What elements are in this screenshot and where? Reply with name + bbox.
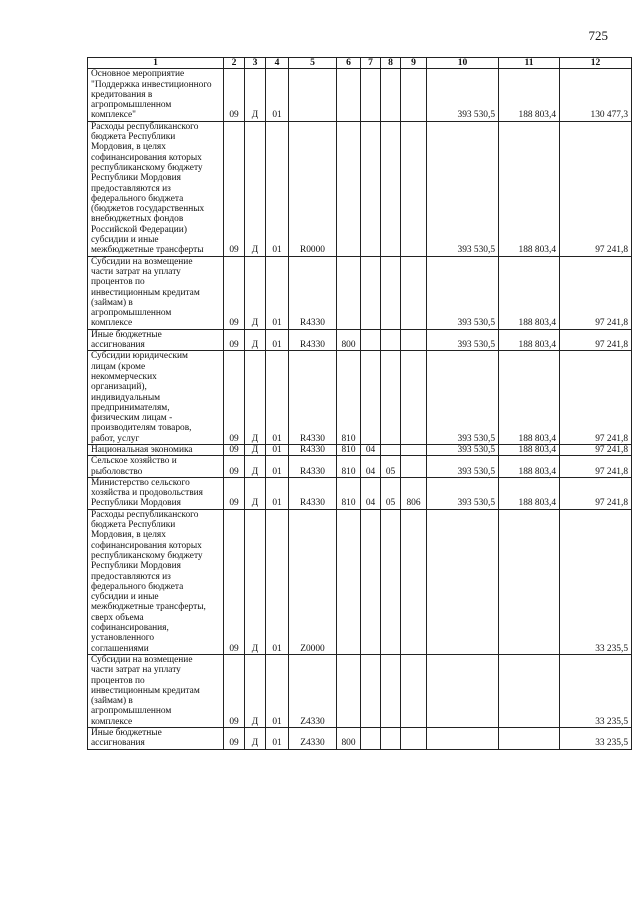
cell-section	[361, 654, 381, 727]
row-description: Расходы республиканского бюджета Республики Мордовия, в целях софинансирования которых республиканскому бюджету Республики Мордовия предоставляются из федерального бюджета субсидии и иные межбюджетные трансферты, сверх объема софинансирования, установленного соглашениями	[88, 509, 224, 654]
cell-section	[361, 509, 381, 654]
column-header: 12	[560, 58, 632, 69]
cell-ministry-code	[401, 329, 427, 351]
table-row	[88, 351, 632, 445]
cell-amount-2019: 393 530,5	[427, 69, 499, 121]
cell-target-code: Z4330	[289, 728, 337, 750]
cell-amount-2019: 393 530,5	[427, 456, 499, 478]
cell-expense-type	[337, 256, 361, 329]
cell-amount-2020: 188 803,4	[499, 69, 560, 121]
cell-expense-type	[337, 509, 361, 654]
column-header: 6	[337, 58, 361, 69]
cell-section	[361, 69, 381, 121]
cell-target-code: R4330	[289, 477, 337, 509]
cell-subsection	[381, 654, 401, 727]
cell-subsection	[381, 444, 401, 455]
cell-ministry-code	[401, 121, 427, 256]
cell-ministry-code	[401, 509, 427, 654]
cell-expense-type: 810	[337, 477, 361, 509]
cell-amount-2020: 188 803,4	[499, 329, 560, 351]
table-row	[88, 456, 632, 478]
column-header: 3	[245, 58, 266, 69]
cell-subsection	[381, 69, 401, 121]
cell-ministry-code	[401, 456, 427, 478]
row-description: Субсидии на возмещение части затрат на уплату процентов по инвестиционным кредитам (займам) в агропромышленном комплексе	[88, 654, 224, 727]
cell-target-code: R4330	[289, 329, 337, 351]
cell-subprogram: Д	[245, 444, 266, 455]
column-header: 4	[266, 58, 289, 69]
cell-amount-2020: 188 803,4	[499, 121, 560, 256]
cell-ministry-code	[401, 351, 427, 445]
cell-amount-2019: 393 530,5	[427, 351, 499, 445]
cell-section	[361, 121, 381, 256]
cell-section	[361, 351, 381, 445]
cell-section: 04	[361, 477, 381, 509]
cell-program: 09	[224, 456, 245, 478]
budget-table	[87, 57, 632, 750]
cell-target-code: R4330	[289, 256, 337, 329]
row-description: Национальная экономика	[88, 444, 224, 455]
cell-target-code: R0000	[289, 121, 337, 256]
cell-subprogram: Д	[245, 329, 266, 351]
cell-event: 01	[266, 351, 289, 445]
cell-program: 09	[224, 444, 245, 455]
cell-event: 01	[266, 256, 289, 329]
cell-subsection	[381, 329, 401, 351]
cell-expense-type: 810	[337, 456, 361, 478]
row-description: Основное мероприятие "Поддержка инвестиционного кредитования в агропромышленном комплексе"	[88, 69, 224, 121]
table-row	[88, 654, 632, 727]
cell-target-code: Z4330	[289, 654, 337, 727]
column-header: 8	[381, 58, 401, 69]
cell-program: 09	[224, 728, 245, 750]
cell-amount-2021: 33 235,5	[560, 728, 632, 750]
cell-ministry-code	[401, 728, 427, 750]
cell-subprogram: Д	[245, 654, 266, 727]
cell-event: 01	[266, 728, 289, 750]
cell-program: 09	[224, 256, 245, 329]
row-description: Сельское хозяйство и рыболовство	[88, 456, 224, 478]
cell-amount-2020	[499, 654, 560, 727]
cell-subsection: 05	[381, 477, 401, 509]
cell-amount-2021: 97 241,8	[560, 444, 632, 455]
row-description: Иные бюджетные ассигнования	[88, 728, 224, 750]
cell-expense-type: 810	[337, 351, 361, 445]
cell-subsection	[381, 728, 401, 750]
cell-program: 09	[224, 121, 245, 256]
cell-event: 01	[266, 654, 289, 727]
cell-amount-2021: 97 241,8	[560, 477, 632, 509]
cell-amount-2020: 188 803,4	[499, 256, 560, 329]
cell-program: 09	[224, 509, 245, 654]
cell-amount-2019	[427, 509, 499, 654]
table-row	[88, 477, 632, 509]
cell-program: 09	[224, 351, 245, 445]
cell-ministry-code: 806	[401, 477, 427, 509]
cell-target-code: R4330	[289, 456, 337, 478]
cell-amount-2019: 393 530,5	[427, 329, 499, 351]
cell-expense-type: 810	[337, 444, 361, 455]
row-description: Расходы республиканского бюджета Республики Мордовия, в целях софинансирования которых республиканскому бюджету Республики Мордовия предоставляются из федерального бюджета (бюджетов государственных внебюджетных фондов Российской Федерации) субсидии и иные межбюджетные трансферты	[88, 121, 224, 256]
cell-expense-type	[337, 121, 361, 256]
cell-section	[361, 728, 381, 750]
cell-amount-2020: 188 803,4	[499, 456, 560, 478]
cell-event: 01	[266, 456, 289, 478]
cell-expense-type	[337, 654, 361, 727]
row-description: Иные бюджетные ассигнования	[88, 329, 224, 351]
cell-event: 01	[266, 69, 289, 121]
column-header: 2	[224, 58, 245, 69]
cell-subprogram: Д	[245, 69, 266, 121]
cell-amount-2021: 97 241,8	[560, 329, 632, 351]
row-description: Субсидии на возмещение части затрат на уплату процентов по инвестиционным кредитам (займам) в агропромышленном комплексе	[88, 256, 224, 329]
cell-subsection	[381, 509, 401, 654]
column-header: 5	[289, 58, 337, 69]
cell-subprogram: Д	[245, 351, 266, 445]
table-row	[88, 121, 632, 256]
cell-amount-2020: 188 803,4	[499, 351, 560, 445]
cell-target-code: R4330	[289, 444, 337, 455]
cell-target-code: Z0000	[289, 509, 337, 654]
cell-event: 01	[266, 121, 289, 256]
row-description: Министерство сельского хозяйства и продовольствия Республики Мордовия	[88, 477, 224, 509]
cell-amount-2021: 97 241,8	[560, 121, 632, 256]
cell-section: 04	[361, 444, 381, 455]
cell-amount-2021: 33 235,5	[560, 509, 632, 654]
cell-amount-2021: 33 235,5	[560, 654, 632, 727]
row-description: Субсидии юридическим лицам (кроме некоммерческих организаций), индивидуальным предпринимателям, физическим лицам - производителям товаров, работ, услуг	[88, 351, 224, 445]
cell-event: 01	[266, 509, 289, 654]
cell-amount-2019: 393 530,5	[427, 256, 499, 329]
cell-program: 09	[224, 329, 245, 351]
cell-section: 04	[361, 456, 381, 478]
cell-subsection	[381, 256, 401, 329]
cell-amount-2021: 97 241,8	[560, 351, 632, 445]
column-header: 7	[361, 58, 381, 69]
cell-subsection	[381, 121, 401, 256]
cell-amount-2020	[499, 728, 560, 750]
cell-program: 09	[224, 69, 245, 121]
table-row	[88, 69, 632, 121]
cell-amount-2019: 393 530,5	[427, 444, 499, 455]
cell-amount-2019	[427, 654, 499, 727]
table-row	[88, 329, 632, 351]
cell-section	[361, 329, 381, 351]
cell-amount-2019	[427, 728, 499, 750]
page-number: 725	[588, 28, 608, 43]
cell-ministry-code	[401, 444, 427, 455]
cell-section	[361, 256, 381, 329]
cell-subprogram: Д	[245, 728, 266, 750]
table-row	[88, 256, 632, 329]
cell-subprogram: Д	[245, 121, 266, 256]
cell-program: 09	[224, 477, 245, 509]
cell-amount-2021: 130 477,3	[560, 69, 632, 121]
cell-subprogram: Д	[245, 256, 266, 329]
cell-amount-2020: 188 803,4	[499, 444, 560, 455]
cell-ministry-code	[401, 256, 427, 329]
cell-expense-type: 800	[337, 329, 361, 351]
cell-program: 09	[224, 654, 245, 727]
cell-event: 01	[266, 444, 289, 455]
column-header: 9	[401, 58, 427, 69]
column-header: 10	[427, 58, 499, 69]
cell-expense-type: 800	[337, 728, 361, 750]
cell-amount-2019: 393 530,5	[427, 477, 499, 509]
cell-ministry-code	[401, 69, 427, 121]
table-row	[88, 728, 632, 750]
cell-subprogram: Д	[245, 456, 266, 478]
cell-amount-2021: 97 241,8	[560, 456, 632, 478]
cell-subprogram: Д	[245, 477, 266, 509]
table-row	[88, 509, 632, 654]
cell-amount-2020	[499, 509, 560, 654]
cell-amount-2021: 97 241,8	[560, 256, 632, 329]
table-row	[88, 444, 632, 455]
table-body	[88, 69, 632, 749]
table-header-row	[88, 58, 632, 69]
cell-target-code: R4330	[289, 351, 337, 445]
cell-subsection	[381, 351, 401, 445]
cell-event: 01	[266, 329, 289, 351]
cell-subprogram: Д	[245, 509, 266, 654]
cell-amount-2019: 393 530,5	[427, 121, 499, 256]
cell-ministry-code	[401, 654, 427, 727]
cell-expense-type	[337, 69, 361, 121]
column-header: 1	[88, 58, 224, 69]
cell-target-code	[289, 69, 337, 121]
cell-amount-2020: 188 803,4	[499, 477, 560, 509]
column-header: 11	[499, 58, 560, 69]
cell-event: 01	[266, 477, 289, 509]
cell-subsection: 05	[381, 456, 401, 478]
